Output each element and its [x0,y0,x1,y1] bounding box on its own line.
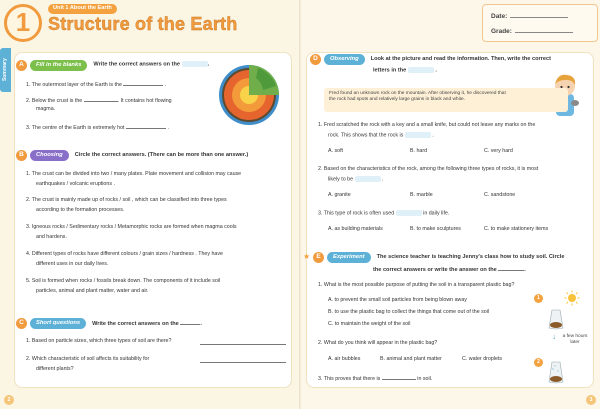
section-c-pill: Short questions [30,318,86,329]
page-title: Structure of the Earth [48,14,238,34]
section-b-instruction: Circle the correct answers. (There can be more than one answer.) [74,151,249,158]
question-d2: 2. Based on the characteristics of the rock, among the following three types of rocks, it is most [318,166,539,172]
page-number-left: 2 [4,395,14,405]
option-d2-c[interactable]: C. sandstone [484,192,516,198]
option-d2-a[interactable]: A. granite [328,192,351,198]
option-e2-a[interactable]: A. air bubbles [328,356,361,362]
option-e1-b[interactable]: B. to use the plastic bag to collect the things that come out of the soil [328,309,490,315]
option-d1-b[interactable]: B. hard [410,148,428,154]
option-e2-b[interactable]: B. animal and plant matter [380,356,442,362]
question-b4-cont: different uses in our daily lives. [36,261,109,267]
answer-e3[interactable] [382,374,416,380]
answer-a3[interactable] [126,123,166,129]
section-d-header [310,54,551,65]
answer-d1[interactable] [405,132,431,138]
option-e1-c[interactable]: C. to maintain the weight of the soil [328,321,411,327]
section-d-letter: D [310,54,321,65]
earth-cross-section [218,64,280,126]
sun-icon [564,290,580,306]
section-d-instruction: Look at the picture and read the information. Then, write the correct [370,55,551,62]
section-a-header [16,60,209,71]
section-e-instruction-cont: the correct answers or write the answer on the . [373,267,526,273]
answer-c2[interactable] [200,362,286,363]
question-a2-cont: magma. [36,106,56,112]
option-e1-a[interactable]: A. to prevent the small soil particles from being blown away [328,297,467,303]
question-c2-cont: different plants? [36,366,74,372]
date-grade-box [482,4,598,42]
section-e-instruction: The science teacher is teaching Jenny's class how to study soil. Circle [376,253,565,260]
star-icon: ★ [303,252,311,261]
question-b2-cont: according to the formation processes. [36,207,125,213]
section-a-letter: A [16,60,27,71]
section-c-header [16,318,202,329]
page-number-right: 3 [586,395,596,405]
option-d1-a[interactable]: A. soft [328,148,344,154]
question-c2: 2. Which characteristic of soil affects its suitability for [26,356,150,362]
option-e2-c[interactable]: C. water droplets [462,356,503,362]
question-b1: 1. The crust can be divided into two / many plates. Plate movement and collision may cause [26,171,242,177]
question-a1: 1. The outermost layer of the Earth is the . [26,82,167,88]
step-marker-1: 1 [534,294,543,303]
option-d3-a[interactable]: A. as building materials [328,226,383,232]
question-b5: 5. Soil is formed when rocks / fossils break down. The components of it include soil [26,278,221,284]
date-field[interactable] [510,12,568,18]
section-c-letter: C [16,318,27,329]
grade-row: Grade: [491,27,573,37]
question-d3: 3. This type of rock is often used in daily life. [318,210,450,217]
step-marker-2: 2 [534,358,543,367]
option-d2-b[interactable]: B. marble [410,192,433,198]
section-c-instruction: Write the correct answers on the . [92,320,202,327]
observation-passage: Fred found an unknown rock on the mountain. After observing it, he discovered that the rock had spots and relatively large grains in black and white. [324,88,568,112]
date-row: Date: [491,12,568,22]
question-e2: 2. What do you think will appear in the plastic bag? [318,340,438,346]
section-a-instruction: Write the correct answers on the . [93,61,210,68]
time-note: a few hours later [562,334,588,345]
answer-a1[interactable] [123,80,163,86]
soil-bag-before-icon [546,308,566,330]
question-b2: 2. The crust is mainly made up of rocks / soil , which can be classified into three types [26,197,227,203]
summary-tab: Summary [0,48,11,92]
question-b3-cont: and hardens. [36,234,67,240]
question-b5-cont: particles, animal and plant matter, water and air. [36,288,149,294]
grade-field[interactable] [515,27,573,33]
section-e-letter: E [313,252,324,263]
unit-number-badge: 1 [4,4,42,42]
option-d1-c[interactable]: C. very hard [484,148,513,154]
option-d3-c[interactable]: C. to make stationery items [484,226,549,232]
arrow-down-icon: ↓ [552,332,556,341]
question-c1: 1. Based on particle sizes, which three types of soil are there? [26,338,172,344]
question-d1: 1. Fred scratched the rock with a key and a small knife, but could not leave any marks on the [318,122,536,128]
question-d2-cont: likely to be . [328,176,384,183]
section-b-letter: B [16,150,27,161]
question-b3: 3. Igneous rocks / Sedimentary rocks / Metamorphic rocks are formed when magma cools [26,224,237,230]
soil-bag-after-icon [546,360,566,384]
section-e-header [313,252,564,263]
option-d3-b[interactable]: B. to make sculptures [410,226,461,232]
answer-d3[interactable] [396,210,422,216]
question-a3: 3. The centre of the Earth is extremely hot . [26,125,169,131]
question-a2: 2. Below the crust is the . It contains hot flowing [26,98,172,104]
answer-d2[interactable] [355,176,381,182]
page-fold [299,0,301,409]
question-e3: 3. This proves that there is in soil. [318,376,433,382]
section-e-pill: Experiment [327,252,371,263]
section-b-header [16,150,248,161]
question-d1-cont: rock. This shows that the rock is . [328,132,434,139]
section-d-instruction-cont: letters in the . [373,67,437,74]
answer-a2[interactable] [84,96,118,102]
section-b-pill: Choosing [30,150,69,161]
answer-c1[interactable] [200,344,286,345]
section-d-pill: Observing [324,54,365,65]
question-b1-cont: earthquakes / volcanic eruptions . [36,181,115,187]
section-a-pill: Fill in the blanks [30,60,87,71]
unit-tag: Unit 1 About the Earth [48,4,117,14]
question-b4: 4. Different types of rocks have different colours / grain sizes / hardness . They have [26,251,223,257]
question-e1: 1. What is the most possible purpose of putting the soil in a transparent plastic bag? [318,282,515,288]
